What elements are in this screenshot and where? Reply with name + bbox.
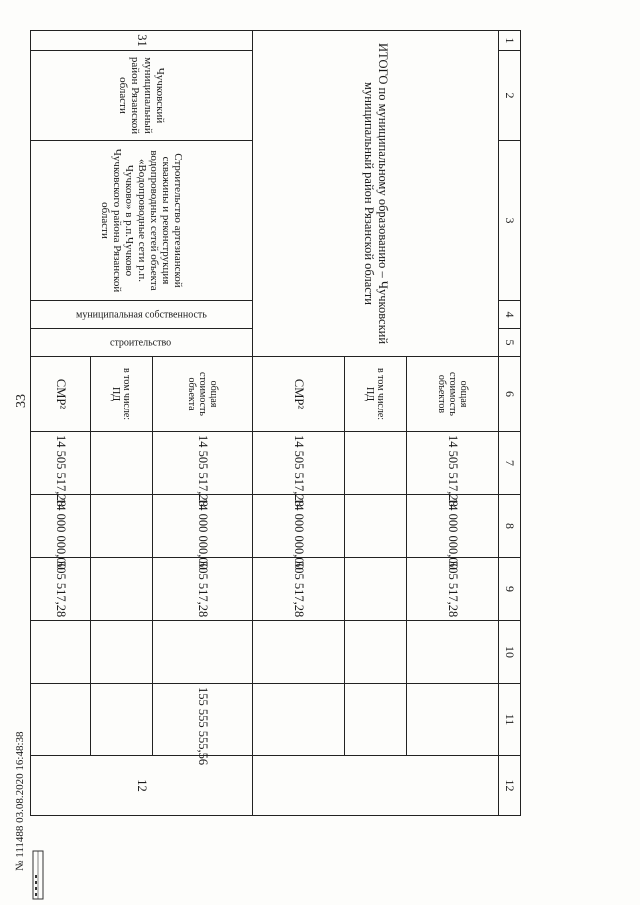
- col-num-1: 1: [499, 31, 521, 51]
- total-cost-label: общая стоимость объектов: [407, 357, 499, 432]
- col-num-9: 9: [499, 558, 521, 621]
- ownership-type: муниципальная собственность: [31, 301, 253, 329]
- col-num-6: 6: [499, 357, 521, 432]
- object-col11: 155 555 555,56: [153, 684, 253, 756]
- col-num-3: 3: [499, 141, 521, 301]
- object-smr-col9: 505 517,28: [31, 558, 91, 621]
- object-description: Строительство артезианской скважины и реконструкция водопроводных сетей объекта «Водопроводные сети р.п. Чучково» в р.п.Чучково Чучковского района Рязанской области: [31, 141, 253, 301]
- district-name: Чучковский муниципальный район Рязанской области: [31, 51, 253, 141]
- total-smr-col7: 14 505 517,28: [253, 432, 345, 495]
- object-cost-col8: 14 000 000,00: [153, 495, 253, 558]
- column-number-row: [499, 31, 521, 816]
- total-smr-col8: 14 000 000,00: [253, 495, 345, 558]
- table-row: [407, 31, 499, 816]
- col-num-5: 5: [499, 329, 521, 357]
- col-num-4: 4: [499, 301, 521, 329]
- stamp-logo-icon: [30, 850, 46, 900]
- total-cost-col8: 14 000 000,00: [407, 495, 499, 558]
- rotated-table-container: [31, 30, 521, 815]
- total-smr-label: СМР²: [253, 357, 345, 432]
- object-pd-label: в том числе: ПД: [91, 357, 153, 432]
- object-cost-col9: 505 517,28: [153, 558, 253, 621]
- col-num-7: 7: [499, 432, 521, 495]
- total-cost-col7: 14 505 517,28: [407, 432, 499, 495]
- object-cost-label: общая стоимость объекта: [153, 357, 253, 432]
- object-col12: 12: [31, 756, 253, 816]
- col-num-2: 2: [499, 51, 521, 141]
- item-number: 31: [31, 31, 253, 51]
- budget-table: [30, 30, 521, 816]
- total-cost-col9: 505 517,28: [407, 558, 499, 621]
- object-smr-label: СМР²: [31, 357, 91, 432]
- total-label: ИТОГО по муниципальному образованию – Чучковский муниципальный район Рязанской области: [253, 31, 499, 357]
- object-smr-col8: 14 000 000,00: [31, 495, 91, 558]
- col-num-11: 11: [499, 684, 521, 756]
- total-pd-label: в том числе: ПД: [345, 357, 407, 432]
- registration-stamp: № 111488 03.08.2020 16:48:38: [14, 731, 26, 871]
- total-smr-col9: 505 517,28: [253, 558, 345, 621]
- object-cost-col7: 14 505 517,28: [153, 432, 253, 495]
- work-type: строительство: [31, 329, 253, 357]
- page-number: 33: [14, 394, 29, 408]
- object-smr-col7: 14 505 517,28: [31, 432, 91, 495]
- table-row: [153, 31, 253, 816]
- col-num-8: 8: [499, 495, 521, 558]
- col-num-10: 10: [499, 621, 521, 684]
- col-num-12: 12: [499, 756, 521, 816]
